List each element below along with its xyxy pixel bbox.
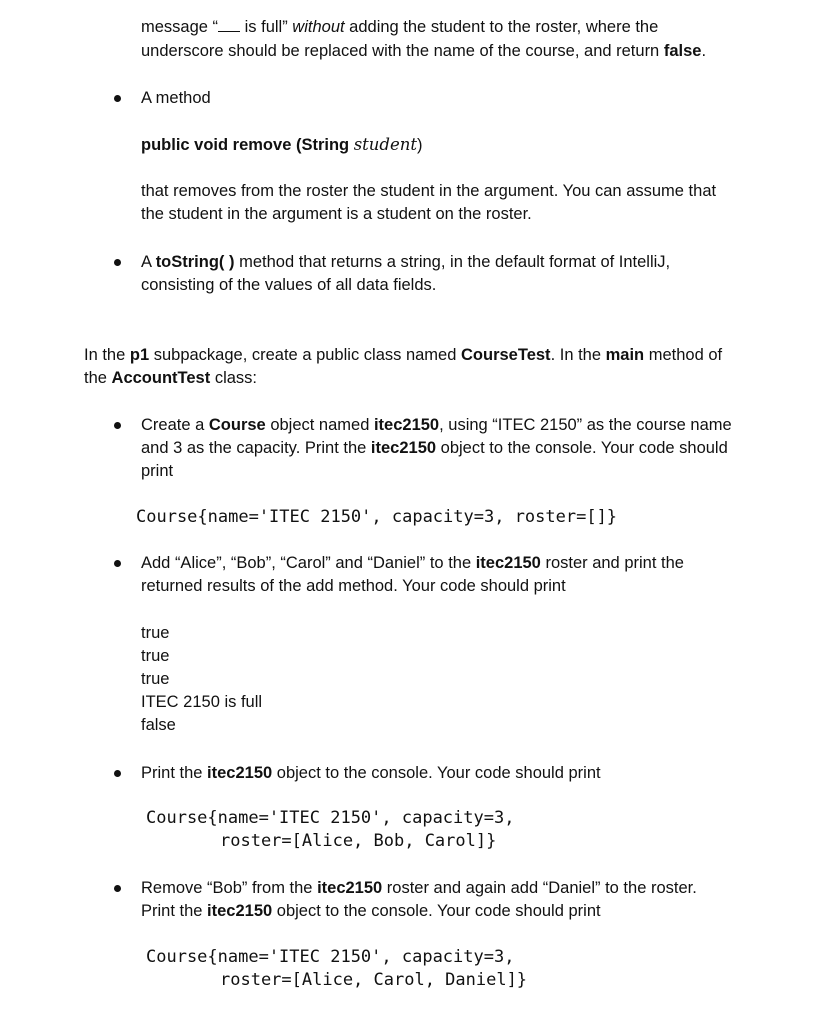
text-line [141,437,728,459]
text-bold: itec2150 [370,439,437,457]
text-line [141,900,601,922]
text-segment: method that returns a string, in the default format of IntelliJ, [234,253,671,271]
text-segment: . [701,42,707,60]
text-line [84,367,257,389]
text-italic: without [292,18,345,36]
code-output: Course{name='ITEC 2150', capacity=3, roster=[]} [136,507,618,527]
output-line: false [141,716,176,734]
text-line [141,762,601,784]
text-segment: class: [210,369,257,387]
text-segment: underscore should be replaced with the name of the course, and return [141,42,664,60]
bullet-icon [114,422,121,429]
text-segment: method of [644,346,723,364]
text-segment: , using “ITEC 2150” as the course name [439,416,732,434]
text-bold: false [663,42,702,60]
code-output: Course{name='ITEC 2150', capacity=3, [146,808,515,828]
bullet-icon [114,885,121,892]
text-bold: public void remove (String [141,136,354,154]
bullet-icon [114,770,121,777]
code-output: Course{name='ITEC 2150', capacity=3, [146,947,515,967]
text-segment: object to the console. Your code should print [272,902,601,920]
text-segment: roster and print the [540,554,684,572]
blank-underscore [218,17,240,32]
text-segment: object to the console. Your code should print [272,764,601,782]
text-bold: itec2150 [207,902,273,920]
text-line: consisting of the values of all data fields. [141,276,437,294]
text-segment: Remove “Bob” from the [141,879,318,897]
text-bold: toString( ) [155,253,235,271]
code-output: roster=[Alice, Carol, Daniel]} [220,970,528,990]
text-segment: Print the [141,902,208,920]
text-bold: itec2150 [475,554,541,572]
text-segment: . In the [550,346,606,364]
output-line: true [141,624,170,642]
text-bold: main [605,346,645,364]
text-segment: the [84,369,112,387]
text-line [141,414,732,436]
text-line: print [141,462,174,480]
bullet-icon [114,95,121,102]
text-line: the student in the argument is a student on the roster. [141,205,532,223]
text-line [141,552,684,574]
text-line [141,16,658,38]
text-bold: Course [208,416,266,434]
output-line: ITEC 2150 is full [141,693,263,711]
text-segment: ) [417,136,423,154]
output-line: true [141,647,170,665]
text-bold: itec2150 [373,416,440,434]
text-segment: A [141,253,156,271]
text-line: that removes from the roster the student in the argument. You can assume that [141,182,717,200]
text-segment: Add “Alice”, “Bob”, “Carol” and “Daniel” to the [141,554,476,572]
text-segment: is full” [240,18,293,36]
text-bold: p1 [129,346,150,364]
text-line: returned results of the add method. Your code should print [141,577,566,595]
text-segment: adding the student to the roster, where the [344,18,659,36]
text-segment: subpackage, create a public class named [149,346,461,364]
text-bold: AccountTest [111,369,211,387]
bullet-icon [114,560,121,567]
text-segment: roster and again add “Daniel” to the roster. [382,879,697,897]
bullet-icon [114,259,121,266]
text-bold: CourseTest [461,346,551,364]
text-segment: In the [84,346,130,364]
text-segment: Print the [141,764,208,782]
text-line: A method [141,89,211,107]
text-segment: and 3 as the capacity. Print the [141,439,371,457]
method-signature [141,134,423,156]
text-line [141,877,697,899]
text-segment: object named [265,416,374,434]
output-line: true [141,670,170,688]
param-name: student [353,135,418,154]
text-segment: Create a [141,416,209,434]
text-segment: message “ [141,18,219,36]
text-line [84,344,722,366]
text-bold: itec2150 [207,764,273,782]
text-line [141,251,670,273]
text-bold: itec2150 [317,879,383,897]
text-segment: object to the console. Your code should [436,439,728,457]
text-line [141,40,706,62]
code-output: roster=[Alice, Bob, Carol]} [220,831,497,851]
